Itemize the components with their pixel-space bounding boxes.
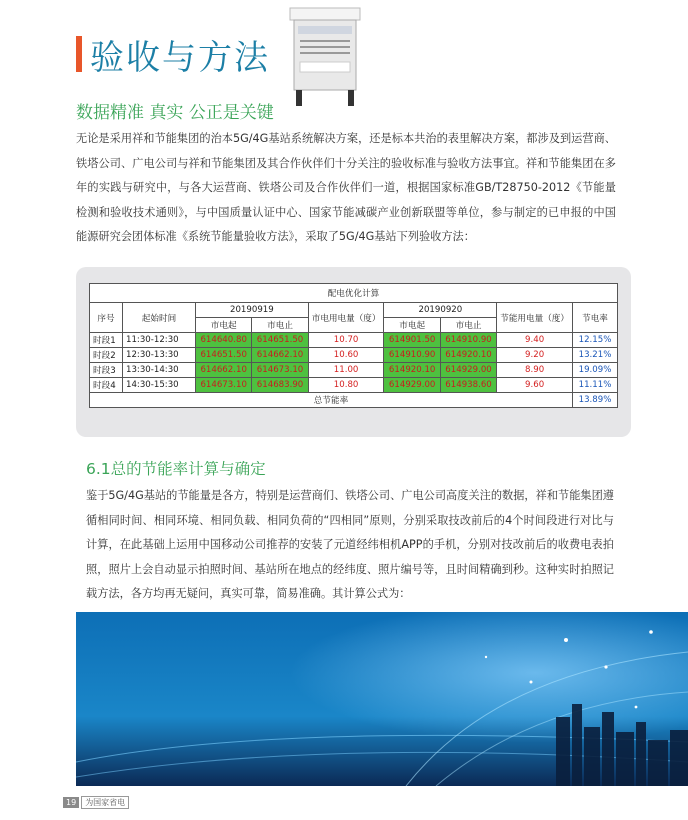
cell-d1-start: 614662.10: [196, 363, 252, 378]
cell-saved: 9.40: [497, 333, 573, 348]
page-title-block: [76, 32, 270, 76]
device-image: [286, 6, 364, 108]
city-network-banner: [76, 612, 688, 786]
header-seq: 序号: [90, 303, 123, 333]
cell-saved: 9.60: [497, 378, 573, 393]
cell-seq: 时段4: [90, 378, 123, 393]
cell-rate: 12.15%: [573, 333, 618, 348]
cell-d2-end: 614929.00: [440, 363, 496, 378]
cell-usage: 10.80: [308, 378, 384, 393]
header-d1-start: 市电起: [196, 318, 252, 333]
footer-text: 为国家省电: [81, 796, 129, 809]
cell-time: 12:30-13:30: [123, 348, 196, 363]
total-rate: 13.89%: [573, 393, 618, 408]
cell-time: 14:30-15:30: [123, 378, 196, 393]
page-footer: [63, 796, 129, 809]
header-date1: 20190919: [196, 303, 309, 318]
table-row: [90, 348, 618, 363]
cell-d2-end: 614938.60: [440, 378, 496, 393]
cell-d2-start: 614901.50: [384, 333, 440, 348]
title-accent-bar: [76, 36, 82, 72]
energy-table: [89, 283, 618, 408]
section-title: 6.1总的节能率计算与确定: [86, 460, 266, 478]
cell-usage: 10.70: [308, 333, 384, 348]
table-panel: [76, 267, 631, 437]
cell-d2-end: 614910.90: [440, 333, 496, 348]
cell-d1-start: 614640.80: [196, 333, 252, 348]
header-d2-end: 市电止: [440, 318, 496, 333]
header-rate: 节电率: [573, 303, 618, 333]
intro-paragraph: 无论是采用祥和节能集团的治本5G/4G基站系统解决方案，还是标本共治的表里解决方案，都涉及到运营商、铁塔公司、广电公司与祥和节能集团及其合作伙伴们十分关注的验收标准与验收方法事宜。祥和节能集团在多年的实践与研究中，与各大运营商、铁塔公司及合作伙伴们一道，根据国家标准GB/T28750-2012《节能量检测和验收技术通则》，与中国质量认证中心、国家节能减碳产业创新联盟等单位，参与制定的已申报的中国能源研究会团体标准《系统节能量验收方法》，采取了5G/4G基站下列验收方法：: [76, 132, 616, 243]
cell-saved: 9.20: [497, 348, 573, 363]
page-title: 验收与方法: [90, 37, 270, 78]
cell-time: 13:30-14:30: [123, 363, 196, 378]
header-d1-end: 市电止: [252, 318, 308, 333]
table-row: [90, 378, 618, 393]
table-total-row: [90, 393, 618, 408]
header-saved: 节能用电量（度）: [497, 303, 573, 333]
section-paragraph: 鉴于5G/4G基站的节能量是各方，特别是运营商们、铁塔公司、广电公司高度关注的数据，祥和节能集团遵循相同时间、相同环境、相同负载、相同负荷的“四相同”原则，分别采取技改前后的4个时间段进行对比与计算，在此基础上运用中国移动公司推荐的安装了元道经纬相机APP的手机，分别对技改前后的收费电表拍照，照片上会自动显示拍照时间、基站所在地点的经纬度、照片编号等，且时间精确到秒。这种实时拍照记载方法，各方均再无疑问，真实可靠，简易准确。其计算公式为：: [86, 489, 614, 600]
cell-d1-end: 614673.10: [252, 363, 308, 378]
cell-d2-start: 614910.90: [384, 348, 440, 363]
cell-seq: 时段2: [90, 348, 123, 363]
cell-d2-start: 614929.00: [384, 378, 440, 393]
cell-d2-end: 614920.10: [440, 348, 496, 363]
cell-saved: 8.90: [497, 363, 573, 378]
page-number: 19: [63, 797, 79, 808]
cell-d1-end: 614651.50: [252, 333, 308, 348]
cell-d1-end: 614683.90: [252, 378, 308, 393]
cell-d1-start: 614673.10: [196, 378, 252, 393]
cell-seq: 时段3: [90, 363, 123, 378]
cell-rate: 19.09%: [573, 363, 618, 378]
page-subtitle: 数据精准 真实 公正是关键: [76, 103, 274, 123]
table-caption: 配电优化计算: [90, 284, 618, 303]
cell-usage: 10.60: [308, 348, 384, 363]
table-row: [90, 333, 618, 348]
table-row: [90, 363, 618, 378]
cell-seq: 时段1: [90, 333, 123, 348]
header-usage: 市电用电量（度）: [308, 303, 384, 333]
cell-time: 11:30-12:30: [123, 333, 196, 348]
header-d2-start: 市电起: [384, 318, 440, 333]
cell-d2-start: 614920.10: [384, 363, 440, 378]
cell-d1-end: 614662.10: [252, 348, 308, 363]
cell-d1-start: 614651.50: [196, 348, 252, 363]
total-label: 总节能率: [90, 393, 573, 408]
header-start-time: 起始时间: [123, 303, 196, 333]
cell-rate: 13.21%: [573, 348, 618, 363]
header-date2: 20190920: [384, 303, 497, 318]
cell-rate: 11.11%: [573, 378, 618, 393]
cell-usage: 11.00: [308, 363, 384, 378]
